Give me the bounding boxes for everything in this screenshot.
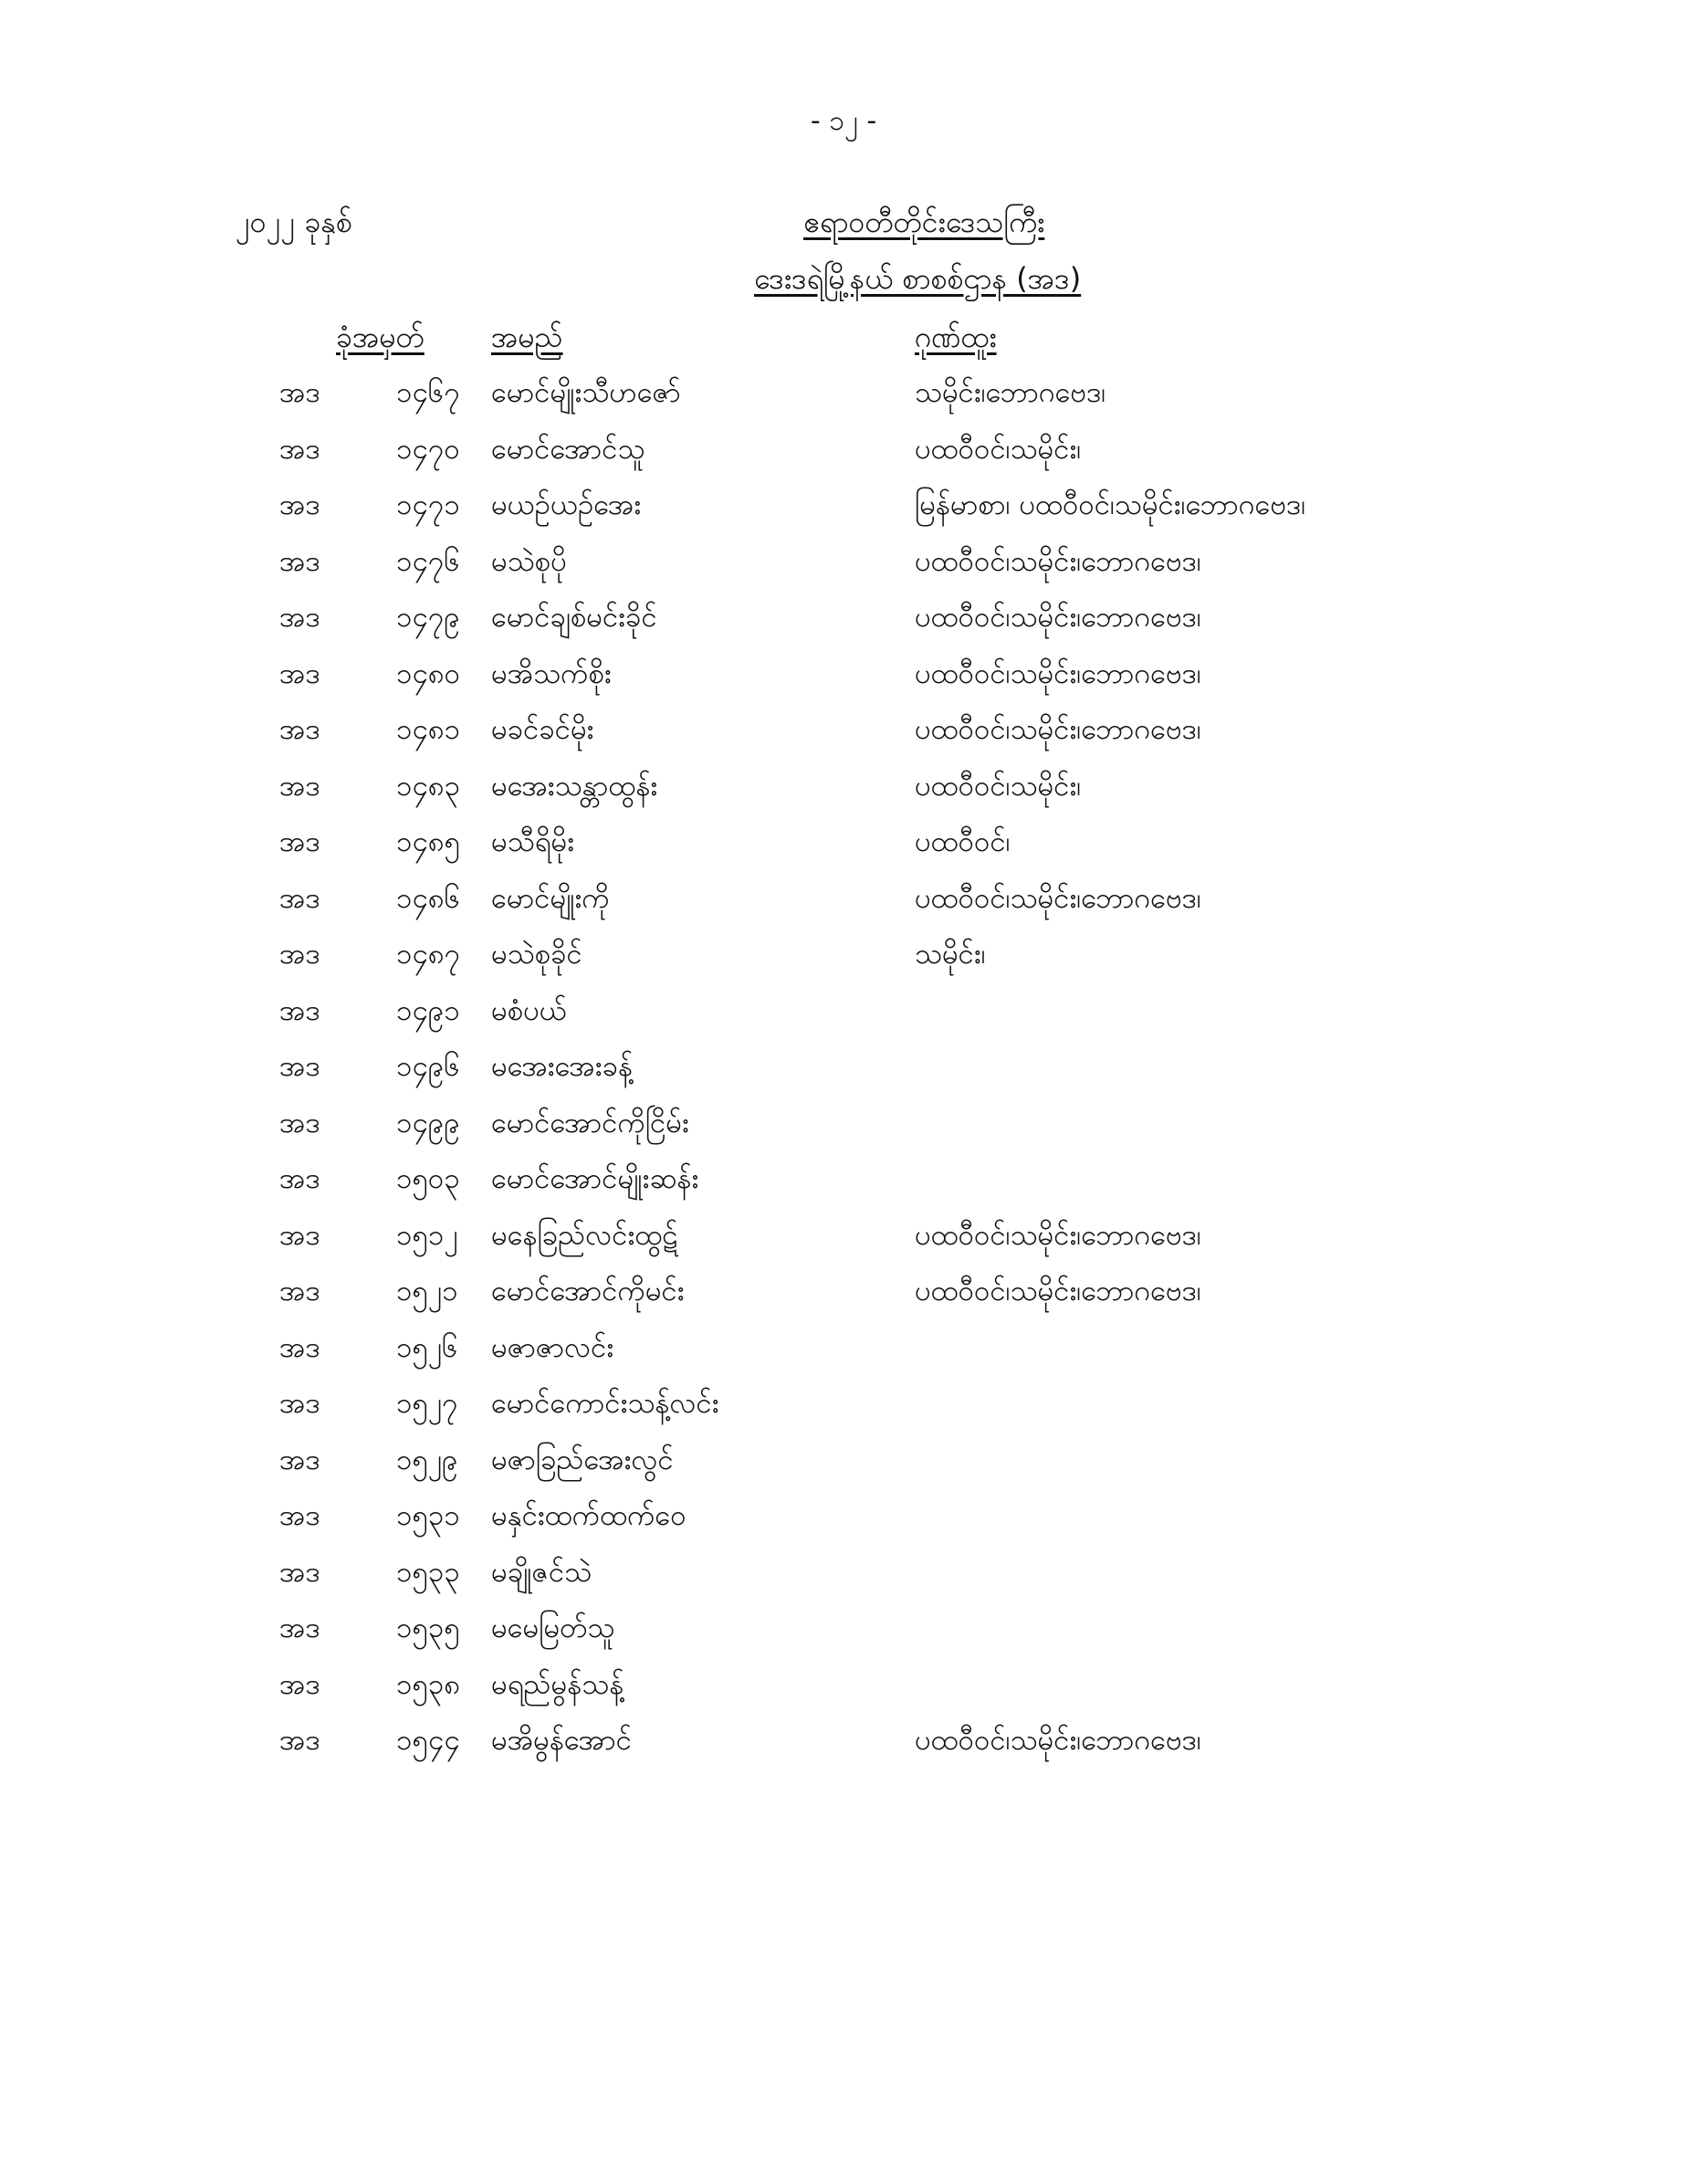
table-row	[0, 929, 1687, 985]
distinction-subjects: ပထဝီဝင်၊သမိုင်း၊ဘောဂဗေဒ၊	[915, 1724, 1201, 1757]
roll-prefix: အဒ	[279, 601, 320, 634]
student-name: မအေးအေးခန့်	[491, 1050, 634, 1083]
roll-number: ၁၄၈၁	[396, 713, 461, 746]
table-row	[0, 704, 1687, 761]
table-row	[0, 816, 1687, 873]
table-row	[0, 479, 1687, 536]
roll-number: ၁၄၉၆	[396, 1050, 460, 1083]
student-name: မောင်အောင်ကိုငြိမ်း	[491, 1106, 689, 1139]
roll-number: ၁၄၇၆	[396, 544, 460, 578]
student-name: မောင်အောင်သူ	[491, 432, 645, 466]
student-name: မနေခြည်လင်းထွဋ်	[491, 1218, 678, 1252]
student-name: မသဲစုပို	[491, 544, 567, 578]
distinction-subjects: ပထဝီဝင်၊သမိုင်း၊ဘောဂဗေဒ၊	[915, 881, 1201, 915]
roll-prefix: အဒ	[279, 1275, 320, 1307]
roll-prefix: အဒ	[279, 488, 320, 521]
roll-number: ၁၄၉၉	[396, 1106, 460, 1139]
roll-prefix: အဒ	[279, 1499, 320, 1532]
roll-number: ၁၅၃၃	[396, 1555, 460, 1589]
exam-year: ၂၀၂၂ ခုနှစ်	[236, 205, 352, 239]
table-row	[0, 648, 1687, 705]
roll-number: ၁၅၄၄	[396, 1724, 460, 1757]
table-row	[0, 1490, 1687, 1547]
roll-prefix: အဒ	[279, 1724, 320, 1757]
table-row	[0, 1547, 1687, 1603]
roll-number: ၁၄၇၉	[396, 601, 460, 634]
student-name: မဇာဇာလင်း	[491, 1330, 614, 1364]
student-name: မနှင်းထက်ထက်ဝေ	[491, 1499, 686, 1532]
table-row	[0, 1041, 1687, 1097]
roll-number: ၁၄၈၇	[396, 938, 461, 971]
roll-number: ၁၅၃၈	[396, 1667, 461, 1701]
distinction-subjects: သမိုင်း၊	[915, 938, 986, 971]
roll-prefix: အဒ	[279, 1387, 320, 1420]
roll-number: ၁၅၃၁	[396, 1499, 460, 1532]
roll-prefix: အဒ	[279, 769, 320, 803]
table-row	[0, 761, 1687, 817]
student-name: မဇာခြည်အေးလွင်	[491, 1443, 674, 1476]
student-name: မသဲစုခိုင်	[491, 938, 582, 971]
roll-prefix: အဒ	[279, 1667, 320, 1701]
roll-number: ၁၄၈၀	[396, 656, 461, 690]
student-name: မသီရိမိုး	[491, 825, 575, 858]
column-header-name: အမည်	[491, 320, 563, 354]
table-row	[0, 536, 1687, 593]
roll-prefix: အဒ	[279, 993, 320, 1027]
roll-number: ၁၄၈၅	[396, 825, 461, 858]
distinction-subjects: ပထဝီဝင်၊သမိုင်း၊ဘောဂဗေဒ၊	[915, 656, 1201, 690]
distinction-subjects: ပထဝီဝင်၊သမိုင်း၊ဘောဂဗေဒ၊	[915, 544, 1201, 578]
roll-prefix: အဒ	[279, 1218, 320, 1252]
table-row	[0, 985, 1687, 1042]
distinction-subjects: ပထဝီဝင်၊သမိုင်း၊ဘောဂဗေဒ၊	[915, 713, 1201, 746]
student-name: မအိသက်စိုး	[491, 656, 612, 690]
roll-number: ၁၄၇၀	[396, 432, 460, 466]
roll-prefix: အဒ	[279, 376, 320, 409]
table-row	[0, 1322, 1687, 1379]
table-row	[0, 1097, 1687, 1154]
distinction-subjects: ပထဝီဝင်၊သမိုင်း၊	[915, 769, 1082, 803]
student-name: မအေးသန္တာထွန်း	[491, 769, 658, 803]
roll-number: ၁၅၂၆	[396, 1330, 458, 1364]
distinction-subjects: ပထဝီဝင်၊သမိုင်း၊	[915, 432, 1082, 466]
table-row	[0, 873, 1687, 929]
table-row	[0, 1265, 1687, 1322]
roll-number: ၁၄၉၁	[396, 993, 460, 1027]
roll-prefix: အဒ	[279, 1162, 320, 1195]
roll-number: ၁၄၆၇	[396, 376, 460, 409]
roll-prefix: အဒ	[279, 881, 320, 915]
student-name: မောင်အောင်ကိုမင်း	[491, 1275, 685, 1307]
distinction-subjects: ပထဝီဝင်၊သမိုင်း၊ဘောဂဗေဒ၊	[915, 1275, 1201, 1307]
student-name: မယဉ်ယဉ်အေး	[491, 488, 642, 521]
roll-number: ၁၅၃၅	[396, 1612, 460, 1644]
table-row	[0, 367, 1687, 424]
student-name: မောင်အောင်မျိုးဆန်း	[491, 1162, 699, 1195]
column-header-distinction: ဂုဏ်ထူး	[915, 320, 997, 354]
roll-number: ၁၅၁၂	[396, 1218, 458, 1252]
roll-prefix: အဒ	[279, 938, 320, 971]
results-list	[0, 367, 1687, 1771]
distinction-subjects: ပထဝီဝင်၊သမိုင်း၊ဘောဂဗေဒ၊	[915, 601, 1201, 634]
table-row	[0, 1602, 1687, 1659]
roll-prefix: အဒ	[279, 713, 320, 746]
roll-number: ၁၄၈၃	[396, 769, 461, 803]
table-row	[0, 1715, 1687, 1771]
roll-number: ၁၄၈၆	[396, 881, 461, 915]
column-header-roll-number: ခုံအမှတ်	[336, 320, 424, 354]
roll-prefix: အဒ	[279, 1612, 320, 1644]
roll-prefix: အဒ	[279, 1330, 320, 1364]
roll-number: ၁၅၂၇	[396, 1387, 458, 1420]
roll-prefix: အဒ	[279, 1555, 320, 1589]
distinction-subjects: သမိုင်း၊ဘောဂဗေဒ၊	[915, 376, 1106, 409]
region-title: ဧရာဝတီတိုင်းဒေသကြီး	[803, 205, 1045, 239]
roll-prefix: အဒ	[279, 1050, 320, 1083]
roll-number: ၁၄၇၁	[396, 488, 460, 521]
roll-number: ၁၅၂၁	[396, 1275, 458, 1307]
student-name: မချိုဇင်သဲ	[491, 1555, 592, 1589]
table-row	[0, 592, 1687, 648]
student-name: မမေမြတ်သူ	[491, 1612, 615, 1644]
page-number: - ၁၂ -	[810, 105, 877, 137]
student-name: မခင်ခင်မိုး	[491, 713, 594, 746]
table-row	[0, 1659, 1687, 1716]
table-row	[0, 424, 1687, 480]
table-row	[0, 1434, 1687, 1491]
distinction-subjects: မြန်မာစာ၊ ပထဝီဝင်၊သမိုင်း၊ဘောဂဗေဒ၊	[915, 488, 1306, 521]
distinction-subjects: ပထဝီဝင်၊	[915, 825, 1011, 858]
table-row	[0, 1153, 1687, 1210]
student-name: မစံပယ်	[491, 993, 567, 1027]
roll-prefix: အဒ	[279, 432, 320, 466]
township-title: ဒေးဒရဲမြို့နယ် စာစစ်ဌာန (အဒ)	[754, 261, 1082, 296]
student-name: မောင်ကောင်းသန့်လင်း	[491, 1387, 719, 1420]
roll-prefix: အဒ	[279, 825, 320, 858]
table-row	[0, 1210, 1687, 1266]
student-name: မအိမွန်အောင်	[491, 1724, 632, 1757]
student-name: မရည်မွန်သန့်	[491, 1667, 624, 1701]
roll-prefix: အဒ	[279, 544, 320, 578]
roll-prefix: အဒ	[279, 1106, 320, 1139]
distinction-subjects: ပထဝီဝင်၊သမိုင်း၊ဘောဂဗေဒ၊	[915, 1218, 1201, 1252]
roll-number: ၁၅၂၉	[396, 1443, 458, 1476]
roll-prefix: အဒ	[279, 1443, 320, 1476]
roll-prefix: အဒ	[279, 656, 320, 690]
student-name: မောင်မျိုးသီဟဇော်	[491, 376, 681, 409]
student-name: မောင်မျိုးကို	[491, 881, 610, 915]
roll-number: ၁၅၀၃	[396, 1162, 460, 1195]
student-name: မောင်ချစ်မင်းခိုင်	[491, 601, 657, 634]
table-row	[0, 1378, 1687, 1434]
